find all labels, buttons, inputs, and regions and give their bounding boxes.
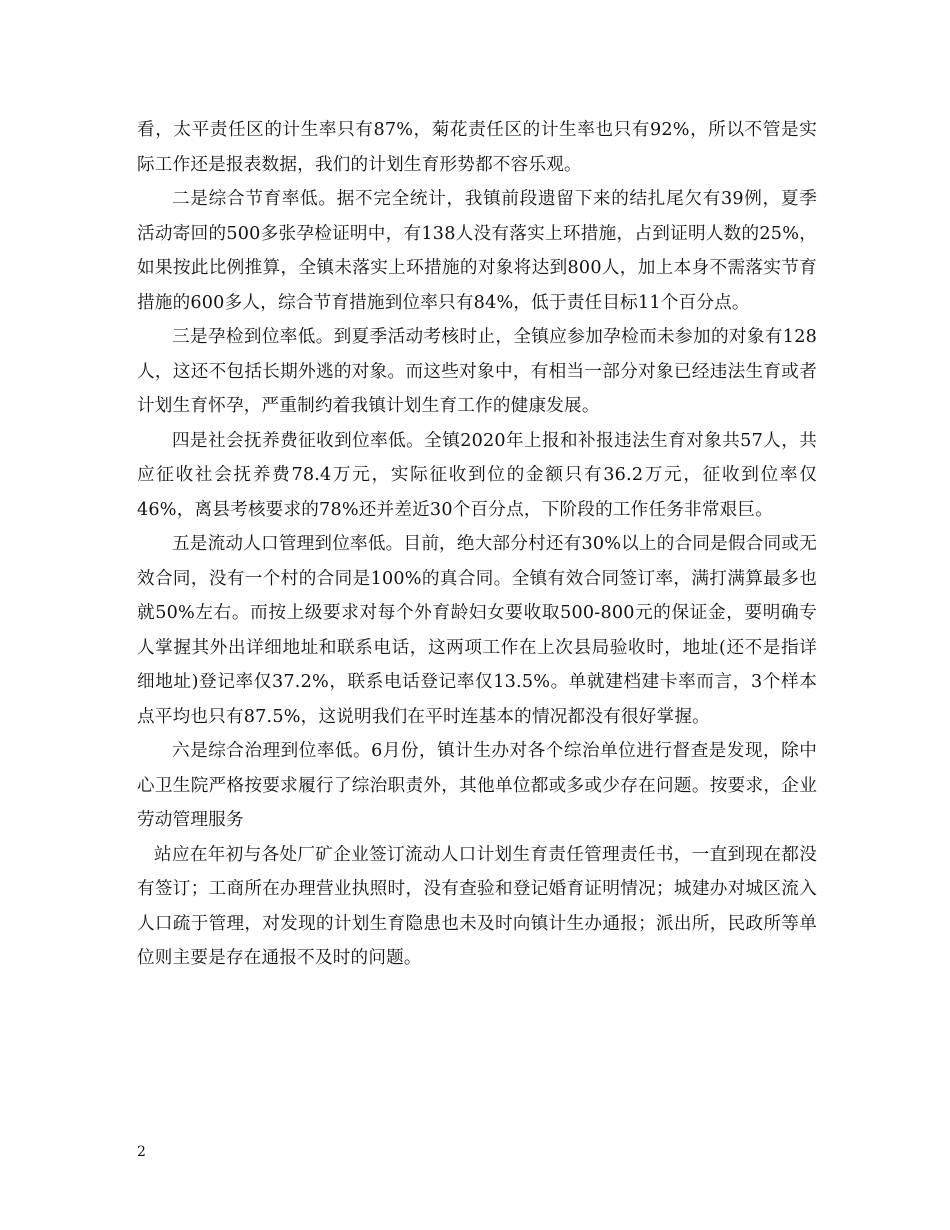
document-body (137, 113, 817, 976)
paragraph-continuation: 看，太平责任区的计生率只有87%，菊花责任区的计生率也只有92%，所以不管是实际工作还是报表数据，我们的计划生育形势都不容乐观。 (137, 120, 817, 175)
paragraph-social-fee-rate: 四是社会抚养费征收到位率低。全镇2020年上报和补报违法生育对象共57人，共应征收社会抚养费78.4万元，实际征收到位的金额只有36.2万元，征收到位率仅46%，离县考核要求的78%还并差近30个百分点，下阶段的工作任务非常艰巨。 (137, 430, 817, 520)
page-number: 2 (137, 1144, 146, 1160)
paragraph-contraception-rate: 二是综合节育率低。据不完全统计，我镇前段遗留下来的结扎尾欠有39例，夏季活动寄回的500多张孕检证明中，有138人没有落实上环措施，占到证明人数的25%，如果按此比例推算，全镇未落实上环措施的对象将达到800人，加上本身不需落实节育措施的600多人，综合节育措施到位率只有84%，低于责任目标11个百分点。 (137, 189, 817, 313)
paragraph-floating-population: 五是流动人口管理到位率低。目前，绝大部分村还有30%以上的合同是假合同或无效合同，没有一个村的合同是100%的真合同。全镇有效合同签订率，满打满算最多也就50%左右。而按上级要求对每个外育龄妇女要收取500-800元的保证金，要明确专人掌握其外出详细地址和联系电话，这两项工作在上次县局验收时，地址(还不是指详细地址)登记率仅37.2%，联系电话登记率仅13.5%。单就建档建卡率而言，3个样本点平均也只有87.5%，这说明我们在平时连基本的情况都没有很好掌握。 (137, 534, 817, 727)
paragraph-service-station: 站应在年初与各处厂矿企业签订流动人口计划生育责任管理责任书，一直到现在都没有签订；工商所在办理营业执照时，没有查验和登记婚育证明情况；城建办对城区流入人口疏于管理，对发现的计划生育隐患也未及时向镇计生办通报；派出所，民政所等单位则主要是存在通报不及时的问题。 (137, 844, 817, 968)
paragraph-pregnancy-check-rate: 三是孕检到位率低。到夏季活动考核时止，全镇应参加孕检而未参加的对象有128人，这还不包括长期外逃的对象。而这些对象中，有相当一部分对象已经违法生育或者计划生育怀孕，严重制约着我镇计划生育工作的健康发展。 (137, 327, 817, 416)
paragraph-comprehensive-governance: 六是综合治理到位率低。6月份，镇计生办对各个综治单位进行督查是发现，除中心卫生院严格按要求履行了综治职责外，其他单位都或多或少存在问题。按要求，企业劳动管理服务 (137, 741, 817, 830)
